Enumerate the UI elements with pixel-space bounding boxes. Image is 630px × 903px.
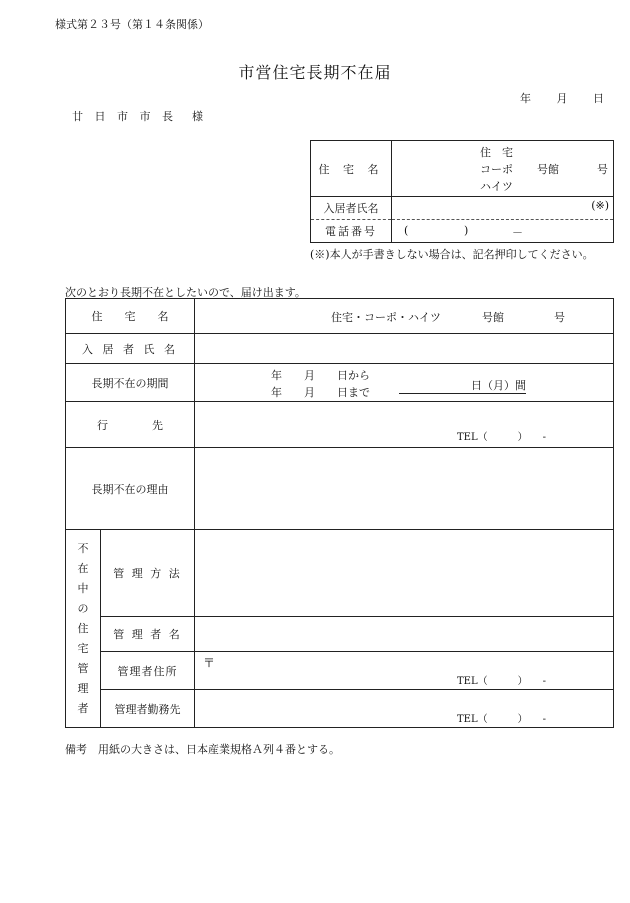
remarks: 備考 用紙の大きさは、日本産業規格Ａ列４番とする。 [65, 743, 340, 756]
management-method-field[interactable] [195, 530, 614, 617]
date-month-label: 月 [556, 92, 568, 105]
manager-name-label: 管 理 者 名 [101, 617, 195, 652]
destination-tel: TEL（ ） - [457, 432, 546, 443]
period-to: 年 月 日まで [271, 386, 370, 399]
applicant-note: (※)本人が手書きしない場合は、記名押印してください。 [310, 248, 594, 261]
manager-address-field[interactable] [195, 652, 614, 690]
period-label: 長期不在の期間 [66, 364, 195, 402]
addressee: 廿 日 市 市 長 様 [72, 110, 207, 123]
housing-type-3: ハイツ [480, 180, 513, 193]
applicant-resident-label: 入居者氏名 [311, 197, 392, 220]
destination-field[interactable] [195, 402, 614, 448]
form-number: 様式第２３号（第１４条関係） [55, 18, 209, 31]
main-building-suffix: 号館 [482, 311, 504, 324]
manager-address-label: 管理者住所 [101, 652, 195, 690]
phone-close: ) [464, 224, 469, 237]
period-days: 日（月）間 [399, 377, 526, 394]
main-housing-label: 住 宅 名 [66, 299, 195, 334]
building-suffix: 号館 [537, 163, 559, 176]
period-field[interactable] [195, 364, 614, 402]
applicant-phone-label: 電話番号 [311, 220, 392, 243]
manager-work-field[interactable] [195, 690, 614, 728]
housing-type-2: コーポ [480, 163, 513, 176]
phone-dash: － [512, 226, 523, 239]
manager-work-tel: TEL（ ） - [457, 714, 546, 725]
reason-field[interactable] [195, 448, 614, 530]
page-title: 市営住宅長期不在届 [238, 63, 392, 82]
main-table [65, 298, 614, 728]
management-method-label: 管 理 方 法 [101, 530, 195, 617]
manager-group-label: 不 在 中 の 住 宅 管 理 者 [66, 530, 101, 728]
main-resident-label: 入 居 者 氏 名 [66, 334, 195, 364]
destination-label: 行 先 [66, 402, 195, 448]
applicant-resident-field[interactable] [392, 197, 614, 220]
seal-mark: (※) [591, 199, 609, 212]
date-year-label: 年 [520, 92, 531, 105]
applicant-housing-field[interactable] [392, 141, 614, 197]
phone-open: ( [404, 224, 409, 237]
applicant-phone-field[interactable] [392, 220, 614, 243]
housing-type-1: 住 宅 [480, 146, 513, 159]
applicant-table [310, 140, 614, 243]
room-suffix: 号 [597, 163, 608, 176]
manager-name-field[interactable] [195, 617, 614, 652]
applicant-housing-label: 住 宅 名 [311, 141, 392, 197]
reason-label: 長期不在の理由 [66, 448, 195, 530]
date-day-label: 日 [593, 92, 604, 105]
main-housing-field[interactable] [195, 299, 614, 334]
main-room-suffix: 号 [554, 311, 565, 324]
intro-text: 次のとおり長期不在としたいので、届け出ます。 [65, 286, 306, 299]
postal-mark: 〒 [203, 656, 216, 670]
main-housing-value: 住宅・コーポ・ハイツ [331, 311, 441, 324]
main-resident-field[interactable] [195, 334, 614, 364]
date-line [520, 90, 604, 106]
period-from: 年 月 日から [271, 369, 370, 382]
manager-address-tel: TEL（ ） - [457, 676, 546, 687]
manager-work-label: 管理者勤務先 [101, 690, 195, 728]
